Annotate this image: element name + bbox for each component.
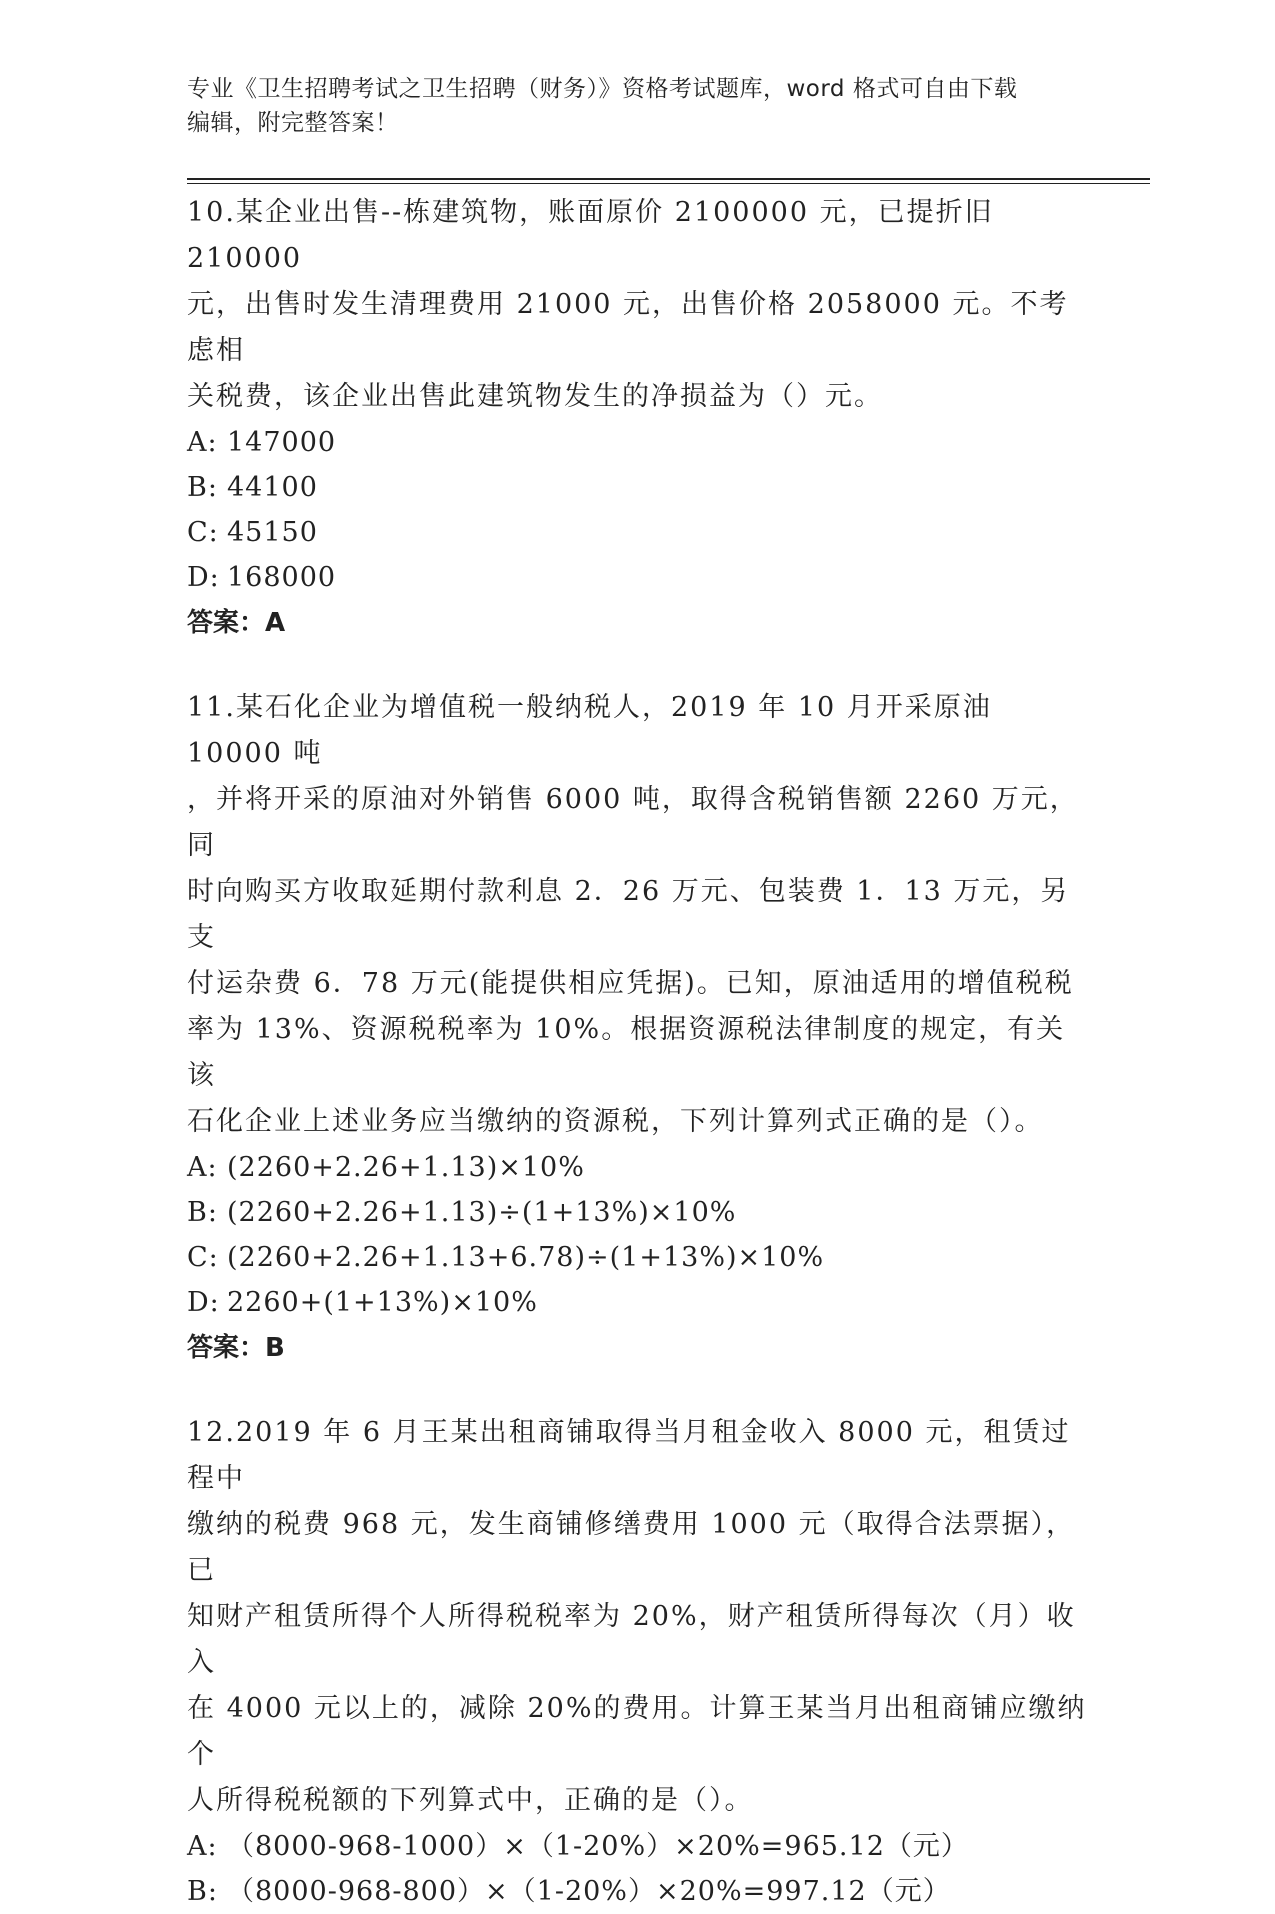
option-b: B: 44100 bbox=[187, 472, 318, 503]
question-11 bbox=[187, 685, 1087, 1371]
spacer bbox=[187, 1371, 1087, 1410]
option-b: B: （8000-968-800）×（1-20%）×20%=997.12（元） bbox=[187, 1876, 951, 1907]
question-10 bbox=[187, 190, 1087, 646]
question-line: 人所得税税额的下列算式中，正确的是（）。 bbox=[187, 1785, 754, 1816]
option-d: D: 2260+(1+13%)×10% bbox=[187, 1287, 538, 1318]
answer: 答案：B bbox=[187, 1333, 285, 1363]
question-line: 知财产租赁所得个人所得税税率为 20%，财产租赁所得每次（月）收入 bbox=[187, 1601, 1076, 1678]
question-line: 在 4000 元以上的，减除 20%的费用。计算王某当月出租商铺应缴纳个 bbox=[187, 1693, 1087, 1770]
question-list bbox=[187, 190, 1087, 1914]
option-c: C: 45150 bbox=[187, 517, 318, 548]
question-line: 元，出售时发生清理费用 21000 元，出售价格 2058000 元。不考虑相 bbox=[187, 289, 1069, 366]
document-header bbox=[187, 72, 1087, 140]
question-line: 付运杂费 6．78 万元(能提供相应凭据)。已知，原油适用的增值税税 bbox=[187, 968, 1074, 999]
header-rule-thick bbox=[187, 178, 1150, 180]
header-line-2: 编辑，附完整答案！ bbox=[187, 110, 399, 136]
question-line: 缴纳的税费 968 元，发生商铺修缮费用 1000 元（取得合法票据），已 bbox=[187, 1509, 1076, 1586]
spacer bbox=[187, 646, 1087, 685]
question-line: 11.某石化企业为增值税一般纳税人，2019 年 10 月开采原油 10000 吨 bbox=[187, 692, 992, 769]
question-line: ，并将开采的原油对外销售 6000 吨，取得含税销售额 2260 万元，同 bbox=[187, 784, 1079, 861]
question-line: 10.某企业出售--栋建筑物，账面原价 2100000 元，已提折旧 210000 bbox=[187, 197, 994, 274]
question-line: 率为 13%、资源税税率为 10%。根据资源税法律制度的规定，有关该 bbox=[187, 1014, 1066, 1091]
answer: 答案：A bbox=[187, 608, 286, 638]
header-line-1: 专业《卫生招聘考试之卫生招聘（财务）》资格考试题库，word 格式可自由下载 bbox=[187, 76, 1018, 102]
option-a: A: 147000 bbox=[187, 427, 337, 458]
option-d: D: 168000 bbox=[187, 562, 337, 593]
option-a: A: (2260+2.26+1.13)×10% bbox=[187, 1152, 585, 1183]
option-a: A: （8000-968-1000）×（1-20%）×20%=965.12（元） bbox=[187, 1831, 969, 1862]
option-c: C: (2260+2.26+1.13+6.78)÷(1+13%)×10% bbox=[187, 1242, 825, 1273]
option-b: B: (2260+2.26+1.13)÷(1+13%)×10% bbox=[187, 1197, 737, 1228]
question-12 bbox=[187, 1410, 1087, 1914]
header-rule-thin bbox=[187, 183, 1150, 184]
question-line: 石化企业上述业务应当缴纳的资源税，下列计算列式正确的是（）。 bbox=[187, 1106, 1044, 1137]
question-line: 12.2019 年 6 月王某出租商铺取得当月租金收入 8000 元，租赁过程中 bbox=[187, 1417, 1071, 1494]
question-line: 关税费，该企业出售此建筑物发生的净损益为（）元。 bbox=[187, 381, 883, 412]
question-line: 时向购买方收取延期付款利息 2．26 万元、包装费 1．13 万元，另支 bbox=[187, 876, 1070, 953]
